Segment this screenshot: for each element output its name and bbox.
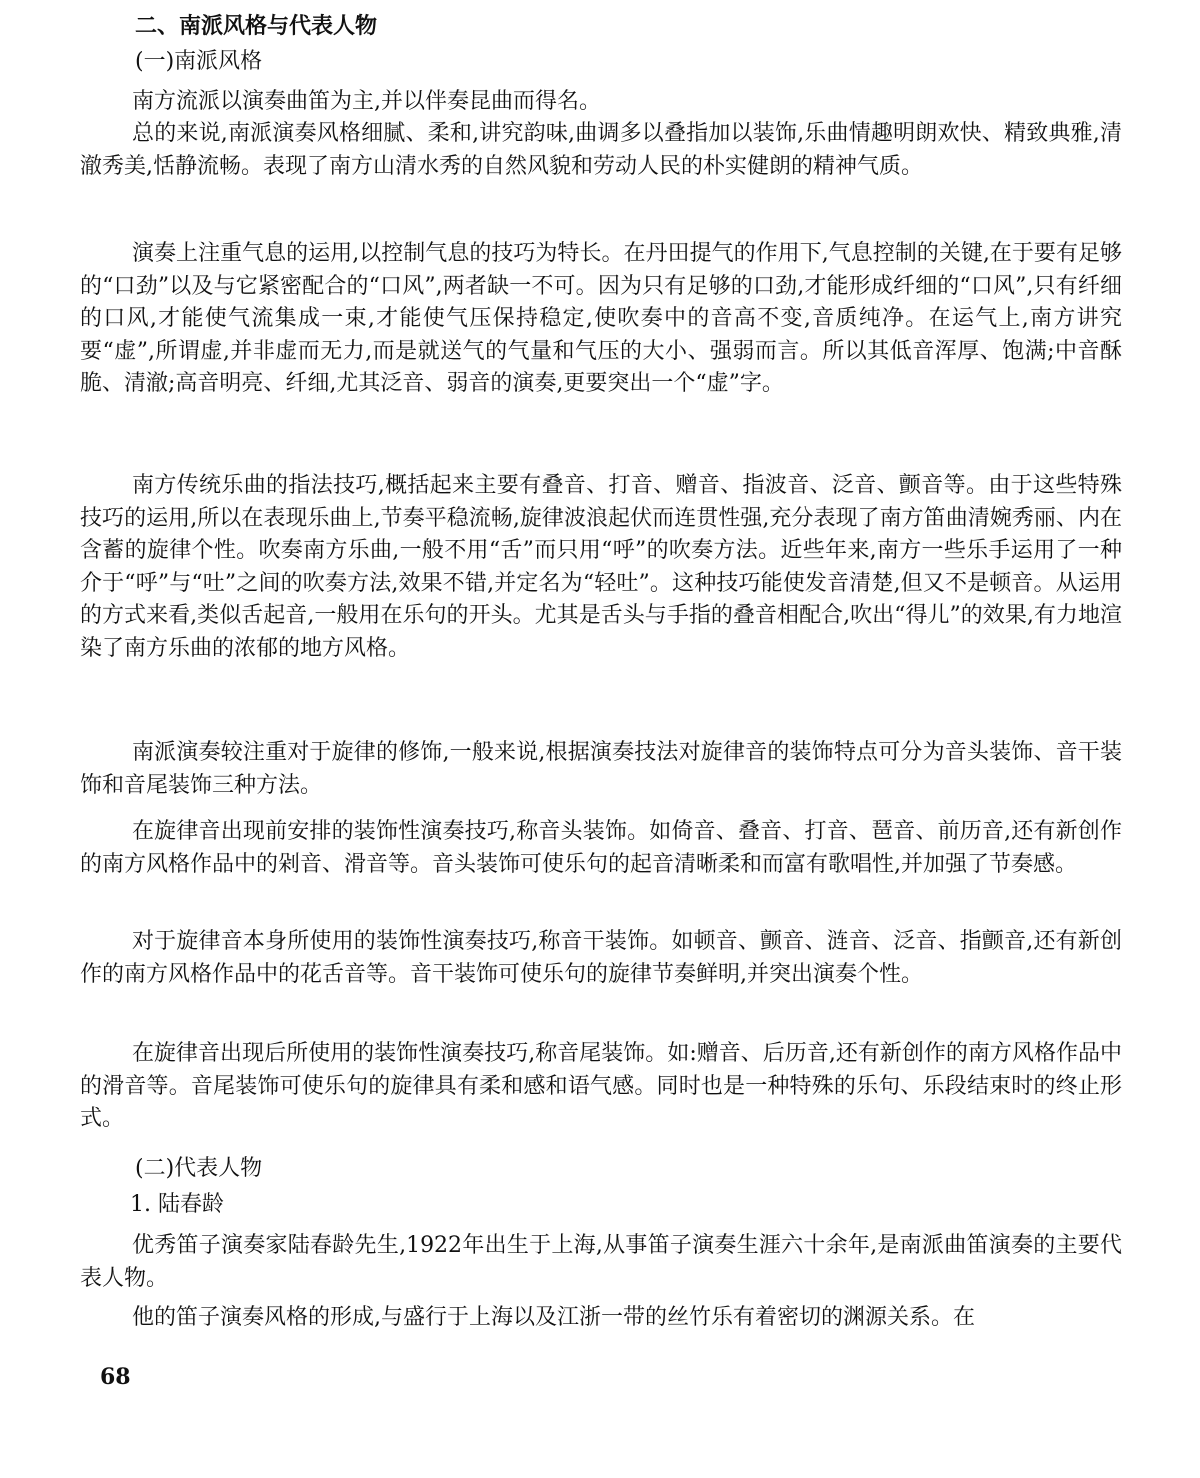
paragraph: 南派演奏较注重对于旋律的修饰,一般来说,根据演奏技法对旋律音的装饰特点可分为音头装饰、音干装饰和音尾装饰三种方法。	[80, 740, 1122, 798]
paragraph: 对于旋律音本身所使用的装饰性演奏技巧,称音干装饰。如顿音、颤音、涟音、泛音、指颤音,还有新创作的南方风格作品中的花舌音等。音干装饰可使乐句的旋律节奏鲜明,并突出演奏个性。	[80, 929, 1122, 987]
paragraph: 优秀笛子演奏家陆春龄先生,1922年出生于上海,从事笛子演奏生涯六十余年,是南派曲笛演奏的主要代表人物。	[80, 1233, 1122, 1291]
paragraph: 南方流派以演奏曲笛为主,并以伴奏昆曲而得名。	[132, 89, 601, 114]
paragraph: 他的笛子演奏风格的形成,与盛行于上海以及江浙一带的丝竹乐有着密切的渊源关系。在	[132, 1305, 975, 1330]
person-heading: 1. 陆春龄	[130, 1192, 224, 1217]
page-number: 68	[100, 1364, 131, 1390]
paragraph: 在旋律音出现后所使用的装饰性演奏技巧,称音尾装饰。如:赠音、后历音,还有新创作的南方风格作品中的滑音等。音尾装饰可使乐句的旋律具有柔和感和语气感。同时也是一种特殊的乐句、乐段结束时的终止形式。	[80, 1041, 1122, 1131]
subsection-heading-persons: (二)代表人物	[135, 1156, 263, 1181]
section-heading: 二、南派风格与代表人物	[135, 14, 378, 39]
paragraph: 在旋律音出现前安排的装饰性演奏技巧,称音头装饰。如倚音、叠音、打音、琶音、前历音,还有新创作的南方风格作品中的剁音、滑音等。音头装饰可使乐句的起音清晰柔和而富有歌唱性,并加强了节奏感。	[80, 819, 1122, 877]
paragraph: 总的来说,南派演奏风格细腻、柔和,讲究韵味,曲调多以叠指加以装饰,乐曲情趣明朗欢快、精致典雅,清澈秀美,恬静流畅。表现了南方山清水秀的自然风貌和劳动人民的朴实健朗的精神气质。	[80, 121, 1122, 179]
subsection-heading-style: (一)南派风格	[135, 49, 263, 74]
paragraph: 演奏上注重气息的运用,以控制气息的技巧为特长。在丹田提气的作用下,气息控制的关键,在于要有足够的“口劲”以及与它紧密配合的“口风”,两者缺一不可。因为只有足够的口劲,才能形成纤细的“口风”,只有纤细的口风,才能使气流集成一束,才能使气压保持稳定,使吹奏中的音高不变,音质纯净。在运气上,南方讲究要“虚”,所谓虚,并非虚而无力,而是就送气的气量和气压的大小、强弱而言。所以其低音浑厚、饱满;中音酥脆、清澈;高音明亮、纤细,尤其泛音、弱音的演奏,更要突出一个“虚”字。	[80, 241, 1122, 396]
paragraph: 南方传统乐曲的指法技巧,概括起来主要有叠音、打音、赠音、指波音、泛音、颤音等。由于这些特殊技巧的运用,所以在表现乐曲上,节奏平稳流畅,旋律波浪起伏而连贯性强,充分表现了南方笛曲清婉秀丽、内在含蓄的旋律个性。吹奏南方乐曲,一般不用“舌”而只用“呼”的吹奏方法。近些年来,南方一些乐手运用了一种介于“呼”与“吐”之间的吹奏方法,效果不错,并定名为“轻吐”。这种技巧能使发音清楚,但又不是顿音。从运用的方式来看,类似舌起音,一般用在乐句的开头。尤其是舌头与手指的叠音相配合,吹出“得儿”的效果,有力地渲染了南方乐曲的浓郁的地方风格。	[80, 473, 1122, 661]
